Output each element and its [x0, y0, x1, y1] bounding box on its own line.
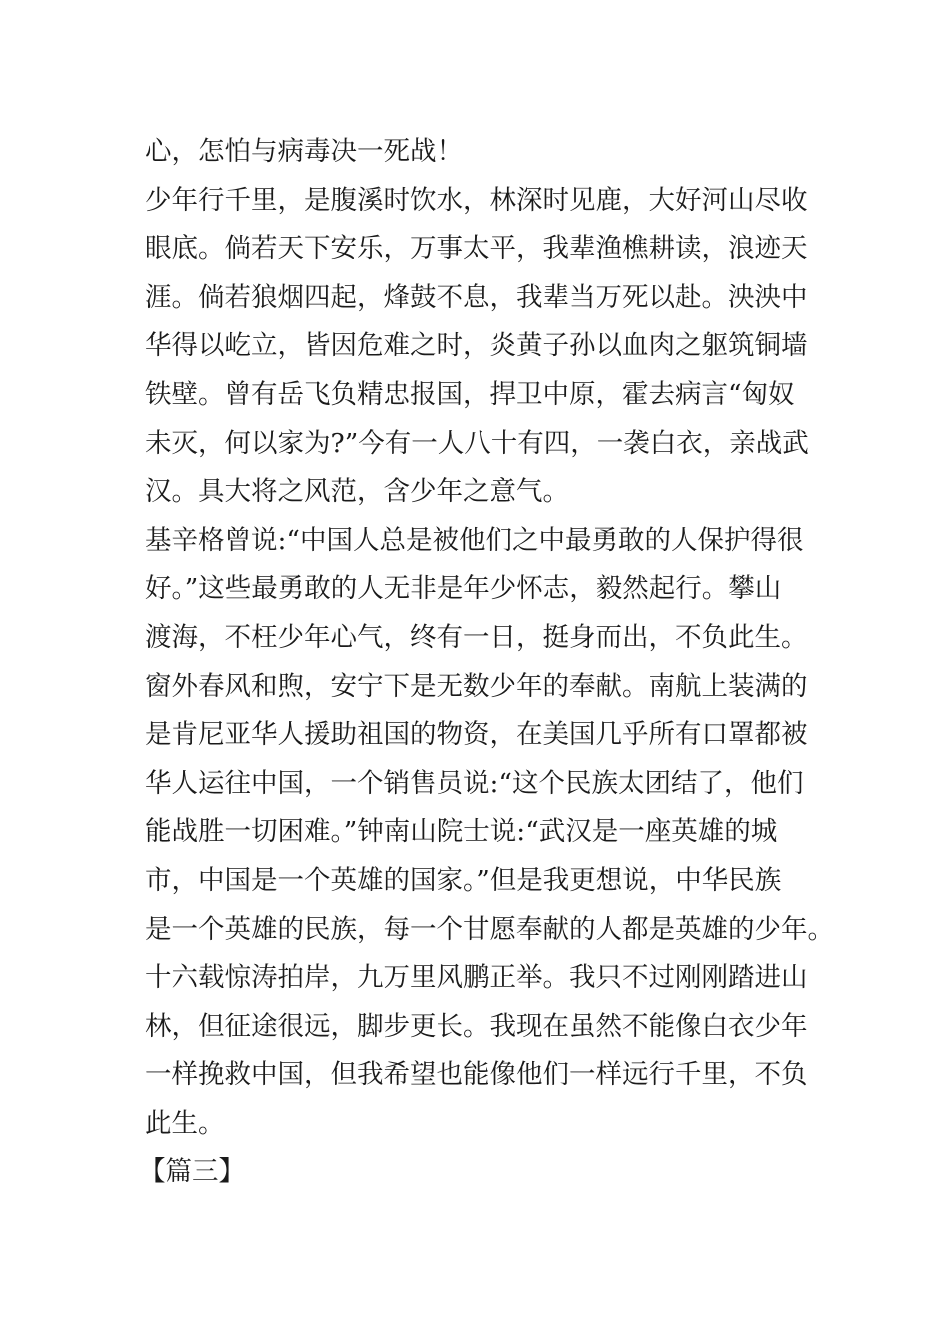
text-line: 是肯尼亚华人援助祖国的物资，在美国几乎所有口罩都被	[145, 719, 808, 751]
text-line: 汉。具大将之风范，含少年之意气。	[145, 476, 569, 508]
text-line: 涯。倘若狼烟四起，烽鼓不息，我辈当万死以赴。泱泱中	[145, 281, 808, 313]
text-line: 十六载惊涛拍岸，九万里风鹏正举。我只不过刚刚踏进山	[145, 962, 808, 994]
text-line: 少年行千里，是腹溪时饮水，林深时见鹿，大好河山尽收	[145, 184, 808, 216]
text-line: 能战胜一切困难。”钟南山院士说:“武汉是一座英雄的城	[145, 816, 778, 848]
text-line: 一样挽救中国，但我希望也能像他们一样远行千里，不负	[145, 1059, 808, 1091]
text-line: 窗外春风和煦，安宁下是无数少年的奉献。南航上装满的	[145, 670, 808, 702]
text-line: 此生。	[145, 1107, 225, 1139]
text-line: 是一个英雄的民族，每一个甘愿奉献的人都是英雄的少年。	[145, 913, 834, 945]
text-line: 眼底。倘若天下安乐，万事太平，我辈渔樵耕读，浪迹天	[145, 233, 808, 265]
section-heading: 【篇三】	[139, 1156, 245, 1188]
text-line: 市，中国是一个英雄的国家。”但是我更想说，中华民族	[145, 864, 782, 896]
text-line: 林，但征途很远，脚步更长。我现在虽然不能像白衣少年	[145, 1010, 808, 1042]
text-line: 未灭，何以家为?”今有一人八十有四，一袭白衣，亲战武	[145, 427, 809, 459]
text-line: 好。”这些最勇敢的人无非是年少怀志，毅然起行。攀山	[145, 573, 782, 605]
text-line: 华人运往中国，一个销售员说:“这个民族太团结了，他们	[145, 767, 804, 799]
text-line: 华得以屹立，皆因危难之时，炎黄子孙以血肉之躯筑铜墙	[145, 330, 808, 362]
document-body	[139, 128, 834, 1197]
text-line: 心，怎怕与病毒决一死战！	[145, 136, 463, 167]
text-line: 渡海，不枉少年心气，终有一日，挺身而出，不负此生。	[145, 621, 808, 653]
text-line: 铁壁。曾有岳飞负精忠报国，捍卫中原，霍去病言“匈奴	[145, 378, 795, 410]
text-line: 基辛格曾说:“中国人总是被他们之中最勇敢的人保护得很	[145, 524, 804, 556]
